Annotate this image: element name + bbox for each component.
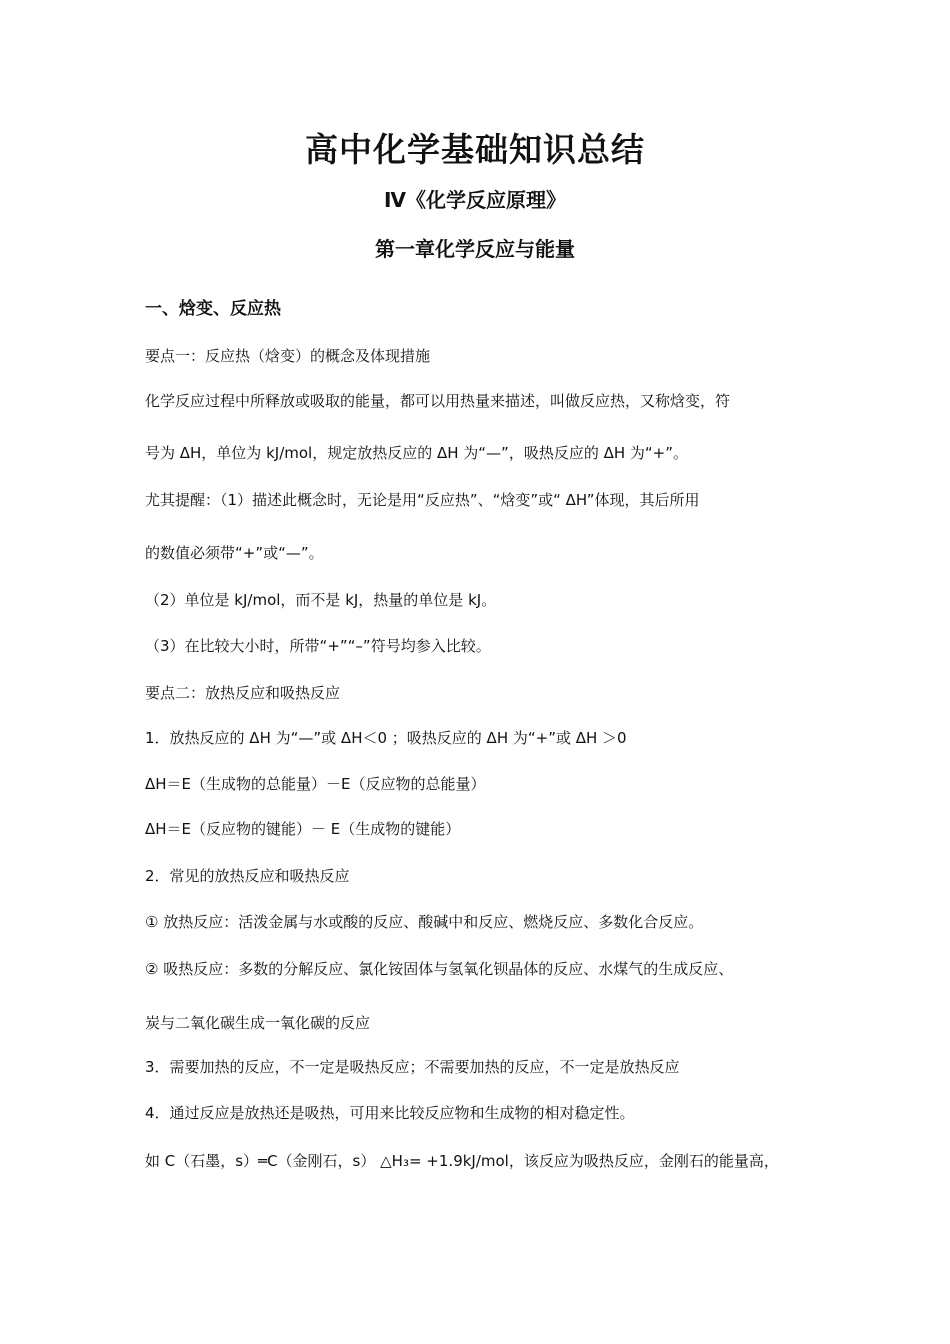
key-point-heading: 要点一：反应热（焓变）的概念及体现措施 — [145, 347, 431, 365]
paragraph-line: 3．需要加热的反应，不一定是吸热反应；不需要加热的反应，不一定是放热反应 — [145, 1058, 680, 1076]
section-heading: 一、焓变、反应热 — [145, 299, 281, 319]
document-title: 高中化学基础知识总结 — [305, 130, 645, 169]
paragraph-line: 4．通过反应是放热还是吸热，可用来比较反应物和生成物的相对稳定性。 — [145, 1104, 635, 1122]
formula-line: ΔH＝E（生成物的总能量）－E（反应物的总能量） — [145, 775, 486, 793]
list-item: ② 吸热反应：多数的分解反应、氯化铵固体与氢氧化钡晶体的反应、水煤气的生成反应、 — [145, 960, 734, 978]
paragraph-line: 号为 ΔH，单位为 kJ/mol，规定放热反应的 ΔH 为“—”，吸热反应的 ΔH 为“+”。 — [145, 444, 689, 462]
paragraph-line: 尤其提醒：（1）描述此概念时，无论是用“反应热”、“焓变”或“ ΔH”体现，其后所用 — [145, 491, 700, 509]
paragraph-line: （2）单位是 kJ/mol，而不是 kJ，热量的单位是 kJ。 — [145, 591, 497, 609]
chapter-heading: 第一章化学反应与能量 — [375, 237, 575, 261]
document-subtitle: Ⅳ《化学反应原理》 — [384, 188, 566, 212]
paragraph-line: 2．常见的放热反应和吸热反应 — [145, 867, 350, 885]
key-point-heading: 要点二：放热反应和吸热反应 — [145, 684, 341, 702]
paragraph-line: （3）在比较大小时，所带“+”“–”符号均参入比较。 — [145, 637, 491, 655]
paragraph-line: 炭与二氧化碳生成一氧化碳的反应 — [145, 1014, 371, 1032]
paragraph-line: 化学反应过程中所释放或吸取的能量，都可以用热量来描述，叫做反应热，又称焓变，符 — [145, 392, 731, 410]
paragraph-line: 如 C（石墨，s）═C（金刚石，s） △H₃= +1.9kJ/mol，该反应为吸热反应，金刚石的能量高， — [145, 1152, 779, 1170]
formula-line: ΔH＝E（反应物的键能）－ E（生成物的键能） — [145, 820, 461, 838]
paragraph-line: 的数值必须带“+”或“—”。 — [145, 544, 324, 562]
list-item: ① 放热反应：活泼金属与水或酸的反应、酸碱中和反应、燃烧反应、多数化合反应。 — [145, 913, 704, 931]
paragraph-line: 1．放热反应的 ΔH 为“—”或 ΔH＜0 ；吸热反应的 ΔH 为“+”或 ΔH ＞0 — [145, 729, 627, 747]
